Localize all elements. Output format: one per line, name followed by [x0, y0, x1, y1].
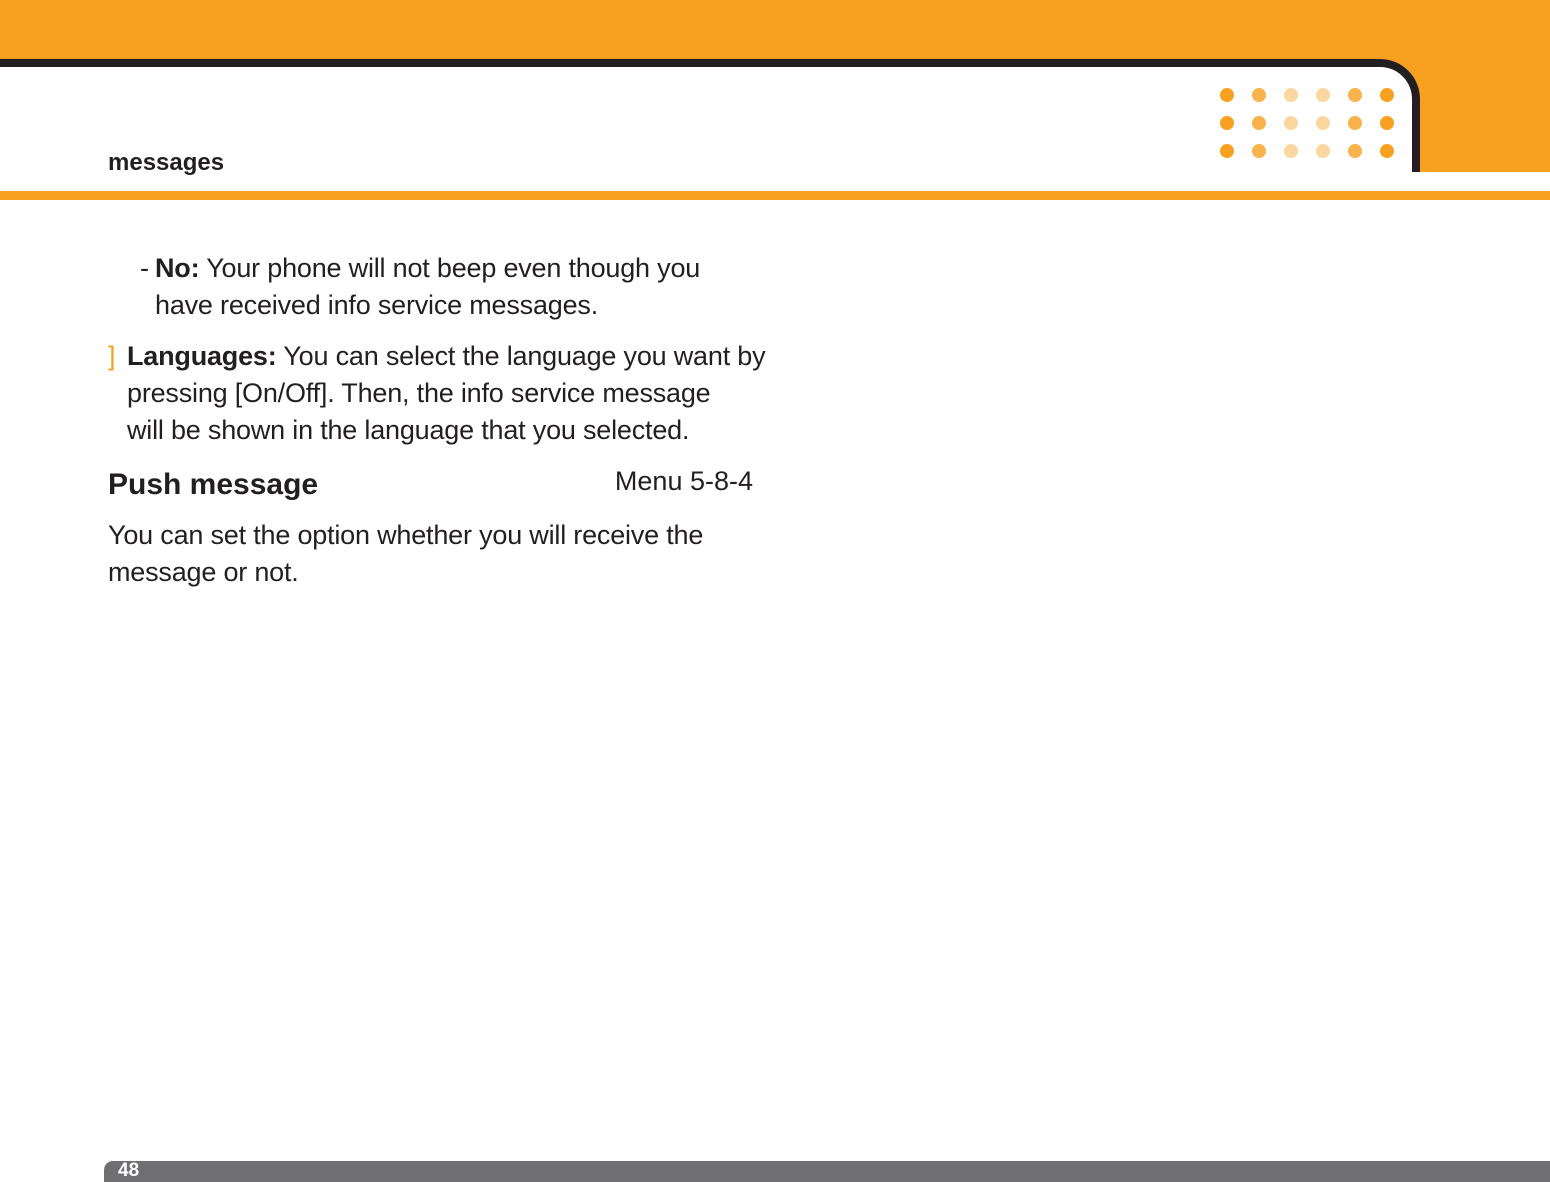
- section-heading-push-message: [108, 465, 753, 505]
- decorative-dot-grid: [1220, 88, 1390, 160]
- decorative-dot: [1316, 88, 1330, 102]
- bullet-item-line: pressing [On/Off]. Then, the info service message: [127, 378, 711, 408]
- decorative-dot: [1380, 144, 1394, 158]
- section-heading-title: Push message: [108, 468, 319, 501]
- bullet-item-text: You can select the language you want by: [276, 341, 766, 371]
- section-title: messages: [108, 149, 225, 176]
- page-content: [108, 250, 766, 591]
- decorative-dot: [1316, 144, 1330, 158]
- decorative-dot: [1380, 116, 1394, 130]
- decorative-dot: [1348, 88, 1362, 102]
- decorative-dot: [1380, 88, 1394, 102]
- sub-item-no: [108, 250, 753, 324]
- sub-item-text: Your phone will not beep even though you: [199, 253, 701, 283]
- sub-item-line: have received info service messages.: [155, 290, 599, 320]
- decorative-dot: [1220, 116, 1234, 130]
- decorative-dot: [1348, 144, 1362, 158]
- decorative-dot: [1220, 88, 1234, 102]
- page-number: 48: [118, 1160, 140, 1181]
- decorative-dot: [1316, 116, 1330, 130]
- decorative-dot: [1284, 116, 1298, 130]
- dash-marker: -: [140, 253, 149, 283]
- decorative-dot: [1252, 116, 1266, 130]
- decorative-dot: [1284, 144, 1298, 158]
- bullet-icon: ]: [108, 341, 116, 371]
- push-message-description: [108, 517, 753, 591]
- sub-item-line: [155, 250, 753, 287]
- decorative-dot: [1252, 88, 1266, 102]
- term-languages: Languages:: [127, 341, 277, 371]
- header-divider-strip: [0, 172, 1550, 191]
- bullet-item-languages: [108, 338, 766, 449]
- term-no: No:: [155, 253, 200, 283]
- decorative-dot: [1220, 144, 1234, 158]
- bullet-item-line: will be shown in the language that you selected.: [127, 415, 690, 445]
- bullet-item-line: [127, 338, 766, 375]
- decorative-dot: [1252, 144, 1266, 158]
- paragraph-line: You can set the option whether you will receive the: [108, 520, 704, 550]
- footer-bar: [104, 1161, 1550, 1182]
- menu-path-label: Menu 5-8-4: [614, 466, 753, 496]
- paragraph-line: message or not.: [108, 557, 299, 587]
- decorative-dot: [1284, 88, 1298, 102]
- decorative-dot: [1348, 116, 1362, 130]
